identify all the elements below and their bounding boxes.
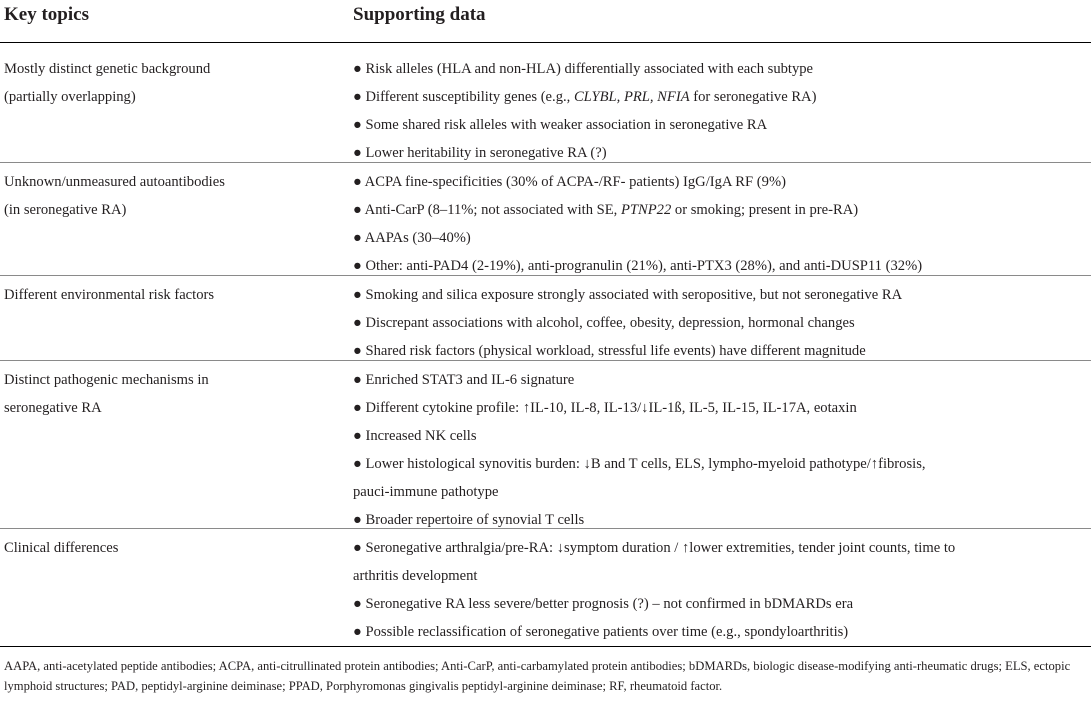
item-text: ACPA fine-specificities (30% of ACPA-/RF- patients) IgG/IgA RF (9%) — [364, 174, 786, 190]
item-text-continuation: arthritis development — [353, 568, 478, 584]
table-header — [0, 0, 1091, 43]
item-gene-names: CLYBL, PRL, NFIA — [573, 89, 690, 105]
column-header-supporting-data: Supporting data — [353, 4, 486, 25]
item-text: or smoking; present in pre-RA) — [671, 202, 859, 218]
item-text: Possible reclassification of seronegative patients over time (e.g., spondyloarthritis) — [365, 624, 849, 640]
item-text: Lower heritability in seronegative RA (?) — [365, 145, 607, 161]
item-text: Discrepant associations with alcohol, coffee, obesity, depression, hormonal changes — [365, 315, 855, 331]
column-header-key-topics: Key topics — [4, 4, 89, 25]
table-row — [0, 162, 1091, 276]
bullet-icon: ● — [353, 428, 362, 444]
bullet-icon: ● — [353, 145, 362, 161]
item-text: for seronegative RA) — [689, 89, 817, 105]
supporting-data-cell — [353, 366, 1088, 534]
bullet-icon: ● — [353, 512, 362, 528]
supporting-data-item — [353, 309, 1088, 337]
key-topic-cell — [4, 281, 304, 309]
supporting-data-item — [353, 366, 1088, 394]
key-topic-line: (partially overlapping) — [4, 89, 136, 105]
bullet-icon: ● — [353, 61, 362, 77]
item-text: Broader repertoire of synovial T cells — [365, 512, 585, 528]
item-text: Seronegative arthralgia/pre-RA: ↓symptom duration / ↑lower extremities, tender joint counts, time to — [365, 540, 956, 556]
key-topic-line: (in seronegative RA) — [4, 202, 127, 218]
item-gene-names: PTNP22 — [620, 202, 672, 218]
key-topic-line: Different environmental risk factors — [4, 287, 215, 303]
bullet-icon: ● — [353, 624, 362, 640]
bullet-icon: ● — [353, 372, 362, 388]
bullet-icon: ● — [353, 287, 362, 303]
key-topic-cell — [4, 55, 304, 111]
table-row — [0, 528, 1091, 647]
supporting-data-item — [353, 422, 1088, 450]
key-topic-cell — [4, 366, 304, 422]
key-topic-line: Clinical differences — [4, 540, 119, 556]
item-text: Lower histological synovitis burden: ↓B and T cells, ELS, lympho-myeloid pathotype/↑fibrosis, — [365, 456, 926, 472]
item-text: Other: anti-PAD4 (2-19%), anti-progranulin (21%), anti-PTX3 (28%), and anti-DUSP11 (32%) — [365, 258, 923, 274]
supporting-data-item — [353, 618, 1088, 646]
bullet-icon: ● — [353, 117, 362, 133]
bullet-icon: ● — [353, 540, 362, 556]
key-topic-line: Unknown/unmeasured autoantibodies — [4, 174, 225, 190]
bullet-icon: ● — [353, 230, 362, 246]
item-text: Different cytokine profile: ↑IL-10, IL-8, IL-13/↓IL-1ß, IL-5, IL-15, IL-17A, eotaxin — [365, 400, 857, 416]
item-text: Risk alleles (HLA and non-HLA) differentially associated with each subtype — [365, 61, 814, 77]
table-row — [0, 49, 1091, 163]
table-row — [0, 360, 1091, 529]
key-topic-cell — [4, 534, 304, 562]
supporting-data-item — [353, 281, 1088, 309]
table-row — [0, 275, 1091, 361]
supporting-data-item — [353, 83, 1088, 111]
bullet-icon: ● — [353, 596, 362, 612]
bullet-icon: ● — [353, 400, 362, 416]
bullet-icon: ● — [353, 174, 362, 190]
item-text: Shared risk factors (physical workload, stressful life events) have different magnitude — [365, 343, 866, 359]
item-text: Seronegative RA less severe/better prognosis (?) – not confirmed in bDMARDs era — [365, 596, 854, 612]
supporting-data-item — [353, 55, 1088, 83]
supporting-data-item — [353, 590, 1088, 618]
bullet-icon: ● — [353, 315, 362, 331]
bullet-icon: ● — [353, 202, 362, 218]
key-topic-line: Distinct pathogenic mechanisms in — [4, 372, 209, 388]
supporting-data-item — [353, 111, 1088, 139]
key-topic-line: Mostly distinct genetic background — [4, 61, 211, 77]
supporting-data-item — [353, 196, 1088, 224]
supporting-data-cell — [353, 281, 1088, 365]
item-text: Enriched STAT3 and IL-6 signature — [365, 372, 575, 388]
bullet-icon: ● — [353, 89, 362, 105]
supporting-data-cell — [353, 534, 1088, 646]
item-text: AAPAs (30–40%) — [364, 230, 471, 246]
table-footnote: AAPA, anti-acetylated peptide antibodies; ACPA, anti-citrullinated protein antibodies; Anti-CarP, anti-carbamylated protein antibodies; bDMARDs, biologic disease-modifying anti-rheumatic drugs; ELS, ectopic lymphoid structures; PAD, peptidyl-arginine deiminase; PPAD, Porphyromonas gingivalis peptidyl-arginine deiminase; RF, rheumatoid factor. — [4, 659, 1071, 693]
supporting-data-cell — [353, 168, 1088, 280]
item-text: Different susceptibility genes (e.g., — [365, 89, 574, 105]
item-text: Anti-CarP (8–11%; not associated with SE, — [364, 202, 621, 218]
supporting-data-item — [353, 450, 1088, 506]
item-text-continuation: pauci-immune pathotype — [353, 484, 499, 500]
item-text: Increased NK cells — [365, 428, 477, 444]
supporting-data-cell — [353, 55, 1088, 167]
key-topic-cell — [4, 168, 304, 224]
supporting-data-item — [353, 534, 1088, 590]
supporting-data-item — [353, 224, 1088, 252]
item-text: Smoking and silica exposure strongly associated with seropositive, but not seronegative RA — [365, 287, 903, 303]
supporting-data-item — [353, 168, 1088, 196]
item-text: Some shared risk alleles with weaker association in seronegative RA — [365, 117, 768, 133]
supporting-data-item — [353, 394, 1088, 422]
bullet-icon: ● — [353, 456, 362, 472]
key-topic-line: seronegative RA — [4, 400, 102, 416]
bullet-icon: ● — [353, 343, 362, 359]
bullet-icon: ● — [353, 258, 362, 274]
